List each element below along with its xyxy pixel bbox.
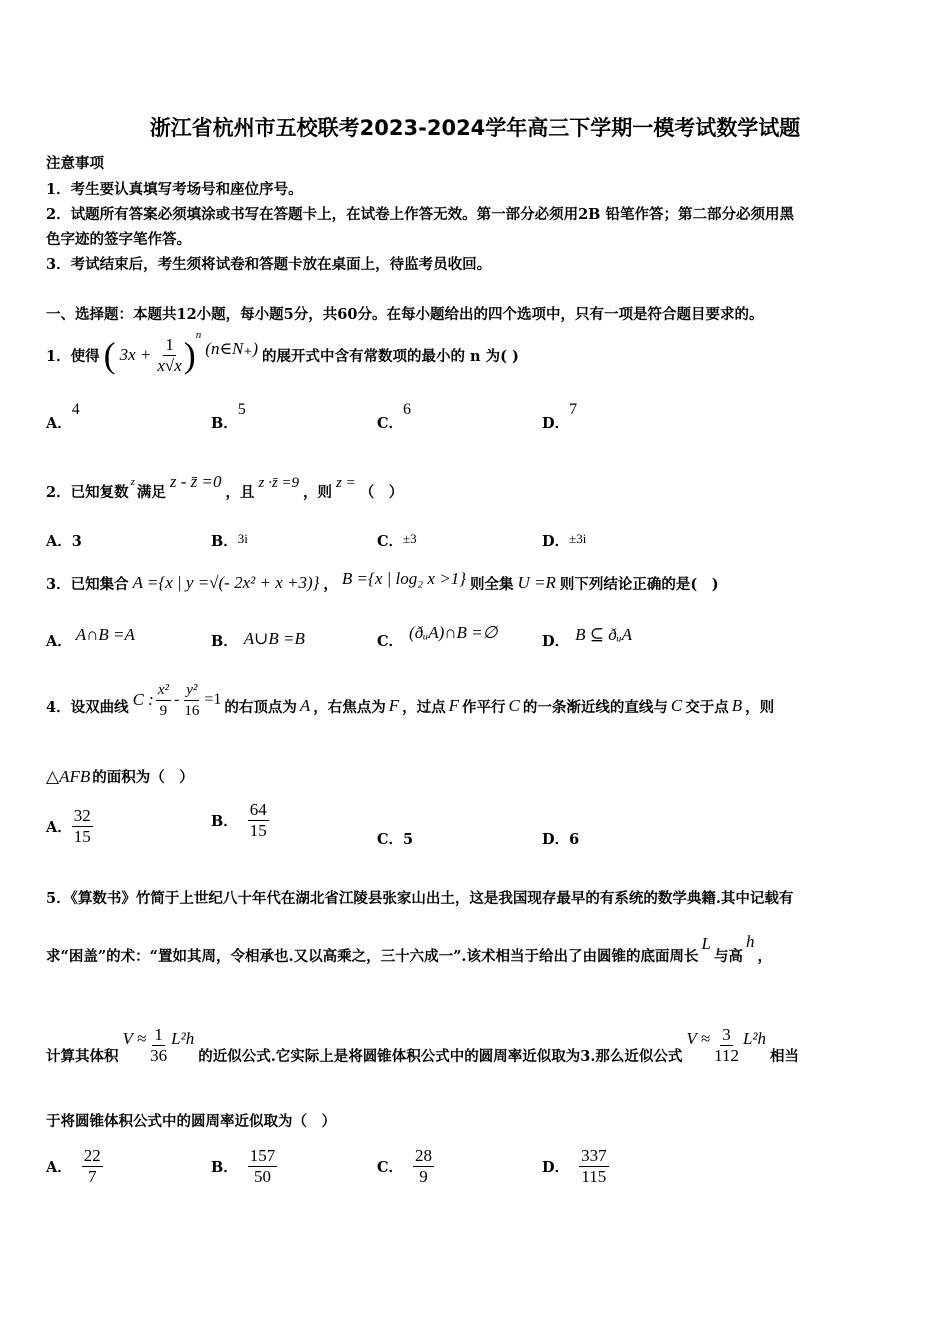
q5-formula-v2: V ≈ [686,1029,711,1048]
q5-symbol-h: h [745,932,755,951]
q4-frac-y-num: y² [184,680,199,701]
notice-heading: 注意事项 [46,155,104,172]
q4-curve-c-2: C [670,696,683,715]
q4-point-f: F [388,696,400,715]
q5-formula-l2h-2: L²h [742,1029,767,1048]
q2-answer-expr: z = [336,475,356,491]
q1-option-c[interactable] [377,401,412,433]
q5-text-3a: 计算其体积 [46,1047,119,1065]
option-value: 3i [237,531,248,546]
fraction-numerator: 64 [249,800,267,819]
q3-universal-set: U =R [517,573,556,592]
q2-text-3: ，且 [225,484,255,501]
q1-option-d[interactable] [542,401,578,433]
q2-z: z [130,476,135,488]
q4-option-c[interactable] [377,828,413,849]
q2-text-4: ，则 [303,484,333,501]
fraction-denominator: 15 [73,827,91,846]
q4-frac-x-den: 9 [159,702,168,719]
q4-text-8: ，则 [745,698,775,716]
option-label: A． [46,415,72,432]
option-value: 6 [569,831,580,848]
option-value: 6 [403,401,412,418]
option-label: A． [46,1159,72,1176]
section-heading: 一、选择题：本题共12小题，每小题5分，共60分。在每小题给出的四个选项中，只有一项是符合题目要求的。 [46,306,764,323]
q4-text-6: 的一条渐近线的直线与 [522,698,668,716]
q3-option-b[interactable] [211,630,305,651]
q5-text-3b: 的近似公式.它实际上是将圆锥体积公式中的圆周率近似取为3.那么近似公式 [198,1047,683,1065]
q4-frac-y-den: 16 [184,702,200,719]
q3-text-1: 3．已知集合 [46,575,129,593]
question-1 [46,330,519,380]
q5-symbol-l: L [701,934,711,953]
question-5-line-2 [46,934,772,966]
q4-point-f-2: F [448,696,460,715]
option-fraction [72,806,93,847]
q4-text-7: 交于点 [685,698,729,716]
q4-fraction-y [182,680,201,721]
option-value: 7 [569,401,578,418]
q4-frac-x-num: x² [156,680,171,701]
fraction-denominator: 36 [150,1045,168,1065]
q5-option-d[interactable] [542,1146,609,1187]
option-value: (ðᵤA)∩B =∅ [409,623,498,642]
fraction-numerator: 28 [415,1146,433,1165]
question-5-line-3 [46,1018,799,1072]
q1-prefix: 1．使得 [46,347,100,365]
q3-set-b: B ={x | log₂ x >1} [341,569,466,588]
question-4 [46,682,774,730]
question-5-line-4: 于将圆锥体积公式中的圆周率近似取为（ ） [46,1113,336,1130]
option-label: C． [377,533,404,550]
option-value: A∪B =B [243,629,305,648]
q2-condition-1: z - z̄ =0 [169,472,222,491]
q1-frac-den: x√x [157,355,182,375]
fraction-denominator: 115 [581,1167,607,1186]
q4-triangle: △AFB [46,766,91,786]
q5-option-a[interactable] [46,1146,103,1187]
q1-paren-left: ( [103,335,116,375]
q4-text-3: ，右焦点为 [313,698,386,716]
q2-option-c[interactable] [377,530,417,551]
question-4-cont [46,766,194,787]
option-label: D． [542,831,570,848]
q2-text-5: （ ） [359,484,404,501]
q1-paren-right: ) [183,335,196,375]
fraction-numerator: 157 [249,1146,276,1165]
q3-text-2: ， [323,575,338,593]
q2-option-b[interactable] [211,530,248,551]
q4-fraction-x [156,680,171,721]
q5-fraction-1 [148,1025,169,1066]
fraction-numerator: 3 [722,1024,731,1044]
q4-text-1: 4．设双曲线 [46,698,129,716]
option-label: D． [542,1159,570,1176]
page-title: 浙江省杭州市五校联考2023-2024学年高三下学期一模考试数学试题 [149,116,801,140]
q4-minus: - [174,691,180,708]
q4-curve-c: C [508,696,520,715]
question-5-line-1: 5．《算数书》竹简于上世纪八十年代在湖北省江陵县张家山出土，这是我国现存最早的有系统的数学典籍.其中记载有 [46,890,794,907]
option-fraction [579,1146,609,1187]
q5-text-3c: 相当 [770,1047,800,1065]
q1-expr: 3x + [119,345,152,364]
notice-item-3: 3．考试结束后，考生须将试卷和答题卡放在桌面上，待监考员收回。 [46,256,492,273]
option-fraction [248,800,269,841]
q5-text-2b: 与高 [713,948,743,965]
q4-text-4: ，过点 [402,698,446,716]
q2-condition-2: z ·z̄ =9 [258,475,300,491]
notice-item-1: 1．考生要认真填写考场号和座位序号。 [46,181,303,198]
q3-text-3: 则全集 [470,575,514,593]
q1-option-b[interactable] [211,401,246,433]
option-value: ±3 [403,531,417,546]
fraction-denominator: 9 [419,1167,428,1186]
q4-text-2: 的右顶点为 [224,698,297,716]
option-label: B． [211,533,238,550]
q4-point-b: B [731,696,743,715]
option-value: 4 [71,401,80,418]
q1-option-a[interactable] [46,401,80,433]
q5-option-b[interactable] [211,1146,277,1187]
q1-exponent: n [195,329,202,341]
q2-option-a[interactable] [46,530,82,551]
q1-fraction [155,335,183,376]
q5-text-2a: 求“困盖”的术：“置如其周，令相承也.又以高乘之，三十六成一”.该术相当于给出了由圆锥的底面周长 [46,948,699,965]
q3-option-c[interactable] [377,623,498,651]
option-label: B． [211,415,238,432]
q4-option-b[interactable] [211,800,269,841]
option-label: A． [46,533,72,550]
q5-option-c[interactable] [377,1146,434,1187]
q1-suffix: 的展开式中含有常数项的最小的 n 为( ) [262,347,519,365]
option-value: 3 [71,533,82,550]
option-label: B． [211,813,238,830]
option-fraction [82,1146,103,1187]
option-label: B． [211,633,238,650]
q2-text-1: 2．已知复数 [46,484,129,501]
option-value: A∩B =A [75,625,135,644]
option-label: C． [377,633,404,650]
option-value: 5 [403,831,414,848]
q2-text-2: 满足 [136,484,166,501]
q1-condition: (n∈N₊) [205,339,259,358]
q4-text-5: 作平行 [462,698,506,716]
notice-item-2-cont: 色字迹的签字笔作答。 [46,231,191,248]
option-value: ±3i [569,531,587,546]
q5-fraction-2 [712,1025,741,1066]
option-label: D． [542,533,570,550]
q4-option-d[interactable] [542,828,579,849]
question-3 [46,566,719,600]
q3-option-d[interactable] [542,625,633,651]
fraction-denominator: 112 [714,1045,739,1065]
option-label: D． [542,415,570,432]
q3-option-a[interactable] [46,625,135,651]
option-label: C． [377,1159,404,1176]
fraction-denominator: 15 [249,821,267,840]
fraction-denominator: 50 [254,1167,272,1186]
fraction-numerator: 1 [154,1024,163,1044]
q5-formula-l2h-1: L²h [171,1029,195,1048]
q3-text-4: 则下列结论正确的是( ) [559,575,719,593]
option-label: C． [377,415,404,432]
option-label: B． [211,1159,238,1176]
q4-equals: =1 [204,691,222,708]
q5-text-2c: ， [757,948,772,965]
option-label: D． [542,633,570,650]
option-value: 5 [237,401,246,418]
option-label: A． [46,819,72,836]
option-label: A． [46,633,72,650]
q3-set-a: A ={x | y =√(- 2x² + x +3)} [132,573,320,592]
fraction-denominator: 7 [88,1167,97,1186]
q1-frac-num: 1 [165,334,174,354]
q5-formula-v1: V ≈ [122,1029,147,1048]
option-value: B ⊆ ðᵤA [575,625,633,644]
fraction-numerator: 32 [73,806,91,825]
option-fraction [413,1146,434,1187]
fraction-numerator: 337 [581,1146,607,1165]
fraction-numerator: 22 [83,1146,101,1165]
q4-point-a: A [299,696,311,715]
q4-curve-label: C : [132,690,154,709]
q4-option-a[interactable] [46,806,93,847]
option-fraction [248,1146,278,1187]
q2-option-d[interactable] [542,530,586,551]
option-label: C． [377,831,404,848]
q4-text-9: 的面积为（ ） [92,769,194,786]
notice-item-2: 2．试题所有答案必须填涂或书写在答题卡上，在试卷上作答无效。第一部分必须用2B 铅笔作答；第二部分必须用黑 [46,206,794,223]
question-2 [46,472,403,502]
